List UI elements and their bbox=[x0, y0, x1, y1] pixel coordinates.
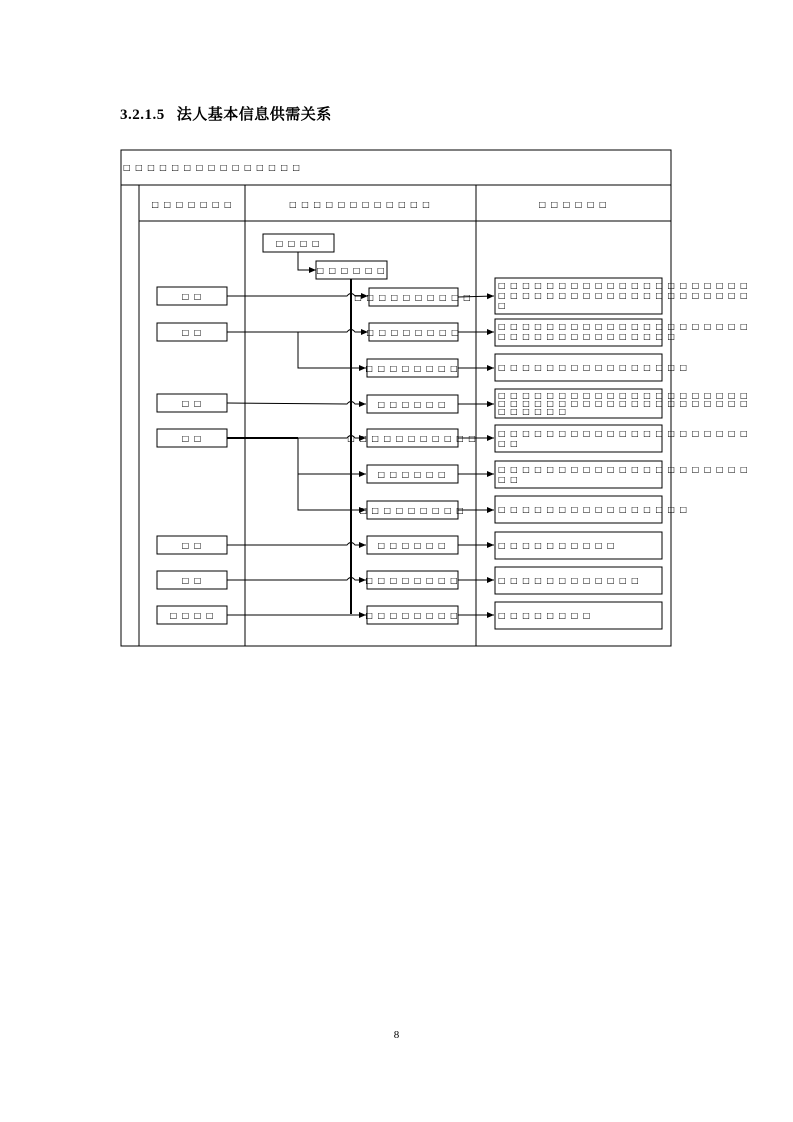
demand-box-7-line-1: □ □ □ □ □ □ □ □ □ □ □ □ □ □ □ □ bbox=[498, 505, 689, 514]
source-box-5-label: □ □ bbox=[181, 541, 203, 550]
section-number: 3.2.1.5 bbox=[120, 107, 165, 123]
demand-box-5-line-1: □ □ □ □ □ □ □ □ □ □ □ □ □ □ □ □ □ □ □ □ □ bbox=[498, 429, 749, 438]
demand-box-8-line-1: □ □ □ □ □ □ □ □ □ □ bbox=[498, 541, 616, 550]
demand-boxes bbox=[495, 278, 749, 629]
info-item-4-label: □ □ □ □ □ □ bbox=[377, 400, 447, 409]
demand-box-6-line-2: □ □ bbox=[498, 475, 519, 484]
source-box-2-label: □ □ bbox=[181, 328, 203, 337]
branch-lines bbox=[227, 332, 366, 510]
info-item-5-label: □ □ □ □ □ □ □ □ □ □ □ bbox=[347, 434, 477, 443]
demand-box-9-line-1: □ □ □ □ □ □ □ □ □ □ □ □ bbox=[498, 576, 640, 585]
demand-box-6-line-1: □ □ □ □ □ □ □ □ □ □ □ □ □ □ □ □ □ □ □ □ □ bbox=[498, 465, 749, 474]
info-item-9-label: □ □ □ □ □ □ □ □ bbox=[365, 576, 459, 585]
info-item-7-label: □ □ □ □ □ □ □ □ □ bbox=[359, 506, 465, 515]
demand-box-1-line-2: □ □ □ □ □ □ □ □ □ □ □ □ □ □ □ □ □ □ □ □ □ bbox=[498, 291, 749, 300]
column-header-source: □ □ □ □ □ □ □ bbox=[151, 200, 233, 209]
source-box-7-label: □ □ □ □ bbox=[169, 611, 215, 620]
source-box-6-label: □ □ bbox=[181, 576, 203, 585]
page-number: 8 bbox=[393, 1029, 400, 1041]
info-item-10-label: □ □ □ □ □ □ □ □ bbox=[365, 611, 459, 620]
section-title: 法人基本信息供需关系 bbox=[176, 105, 332, 123]
top-box-2-label: □ □ □ □ □ □ bbox=[316, 266, 386, 275]
column-header-info: □ □ □ □ □ □ □ □ □ □ □ □ bbox=[289, 200, 431, 209]
top-box-1-label: □ □ □ □ bbox=[275, 239, 321, 248]
demand-box-4-line-2: □ □ □ □ □ □ □ □ □ □ □ □ □ □ □ □ □ □ □ □ □ bbox=[498, 399, 749, 408]
source-box-1-label: □ □ bbox=[181, 292, 203, 301]
info-item-1-label: □ □ □ □ □ □ □ □ □ □ bbox=[354, 293, 472, 302]
source-boxes bbox=[157, 287, 227, 624]
demand-box-2-line-2: □ □ □ □ □ □ □ □ □ □ □ □ □ □ □ bbox=[498, 332, 676, 341]
demand-box-1-line-1: □ □ □ □ □ □ □ □ □ □ □ □ □ □ □ □ □ □ □ □ □ bbox=[498, 281, 749, 290]
demand-box-10-line-1: □ □ □ □ □ □ □ □ bbox=[498, 611, 592, 620]
info-item-6-label: □ □ □ □ □ □ bbox=[377, 470, 447, 479]
demand-box-4-line-3: □ □ □ □ □ □ bbox=[498, 407, 568, 416]
demand-box-3-line-1: □ □ □ □ □ □ □ □ □ □ □ □ □ □ □ □ bbox=[498, 363, 689, 372]
info-item-3-label: □ □ □ □ □ □ □ □ bbox=[365, 364, 459, 373]
source-box-4-label: □ □ bbox=[181, 434, 203, 443]
demand-box-1-line-3: □ bbox=[498, 301, 507, 310]
table-title: □ □ □ □ □ □ □ □ □ □ □ □ □ □ □ bbox=[123, 163, 301, 172]
info-item-boxes bbox=[347, 288, 477, 624]
demand-box-4-line-1: □ □ □ □ □ □ □ □ □ □ □ □ □ □ □ □ □ □ □ □ □ bbox=[498, 391, 749, 400]
demand-box-2-line-1: □ □ □ □ □ □ □ □ □ □ □ □ □ □ □ □ □ □ □ □ □ bbox=[498, 322, 749, 331]
info-item-2-label: □ □ □ □ □ □ □ □ bbox=[366, 328, 460, 337]
source-box-3-label: □ □ bbox=[181, 399, 203, 408]
column-header-demand: □ □ □ □ □ □ bbox=[538, 200, 608, 209]
info-item-8-label: □ □ □ □ □ □ bbox=[377, 541, 447, 550]
demand-box-5-line-2: □ □ bbox=[498, 439, 519, 448]
